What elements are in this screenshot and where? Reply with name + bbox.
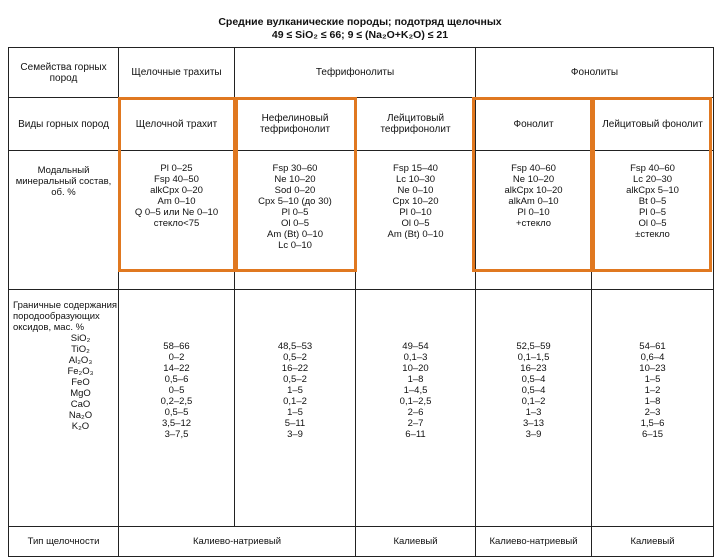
alkali-cell: Калиевый <box>356 527 476 557</box>
cell-line: 2–6 <box>407 407 424 418</box>
cell-line: 5–11 <box>284 418 306 429</box>
cell-line: 0,5–2 <box>283 352 307 363</box>
cell-line: Na₂O <box>68 410 93 421</box>
cell-line: MgO <box>70 388 91 399</box>
cell-line: 6–15 <box>641 429 664 440</box>
cell-line: 1–5 <box>644 374 661 385</box>
cell-line: 3,5–12 <box>161 418 192 429</box>
alkali-cell: Калиевый <box>592 527 714 557</box>
cell-line: 48,5–53 <box>277 341 313 352</box>
cell-line: Ol 0–5 <box>638 218 667 229</box>
cell-line: Bt 0–5 <box>638 196 667 207</box>
cell-line: Pl 0–10 <box>399 207 432 218</box>
cell-line: 52,5–59 <box>516 341 551 352</box>
oxide-values-cell <box>235 290 356 527</box>
families-row <box>9 48 714 98</box>
oxide-names <box>13 333 118 432</box>
cell-line: Pl 0–10 <box>517 207 550 218</box>
species-cell: Лейцитовый тефрифонолит <box>356 98 476 151</box>
cell-line: 0–5 <box>168 385 185 396</box>
oxide-label-cell <box>9 290 119 527</box>
cell-line: 0,6–4 <box>640 352 665 363</box>
cell-line: alkAm 0–10 <box>508 196 559 207</box>
cell-line: Ne 10–20 <box>274 174 316 185</box>
cell-line: 3–9 <box>287 429 303 440</box>
cell-line: 14–22 <box>163 363 190 374</box>
cell-line: 10–20 <box>402 363 429 374</box>
cell-line: 3–13 <box>522 418 545 429</box>
cell-line: 0,5–6 <box>164 374 189 385</box>
title-line-2: 49 ≤ SiO₂ ≤ 66; 9 ≤ (Na₂O+K₂O) ≤ 21 <box>271 29 449 41</box>
cell-line: 1–3 <box>525 407 542 418</box>
cell-line: SiO₂ <box>70 333 91 344</box>
cell-line: Am (Bt) 0–10 <box>387 229 444 240</box>
highlight-frame <box>472 97 593 272</box>
modal-cell <box>356 151 476 290</box>
cell-line: 1–8 <box>407 374 424 385</box>
cell-line: 0,1–2 <box>283 396 307 407</box>
cell-line: Am (Bt) 0–10 <box>267 229 323 240</box>
cell-line: alkCpx 0–20 <box>150 185 203 196</box>
cell-line: 0,5–4 <box>521 374 546 385</box>
cell-line: Ol 0–5 <box>401 218 430 229</box>
cell-line: 0,2–2,5 <box>160 396 193 407</box>
cell-line: Al₂O₃ <box>68 355 93 366</box>
cell-line: 1–5 <box>287 385 303 396</box>
cell-line: 2–3 <box>644 407 661 418</box>
species-cell: Лейцитовый фонолит <box>592 98 714 151</box>
species-cell: Фонолит <box>476 98 592 151</box>
cell-line: 16–23 <box>520 363 547 374</box>
oxide-values-cell <box>592 290 714 527</box>
family-phonolites: Фонолиты <box>476 48 714 98</box>
cell-line: Cpx 10–20 <box>392 196 439 207</box>
alkali-cell: Калиево-натриевый <box>476 527 592 557</box>
cell-line: Ne 10–20 <box>512 174 555 185</box>
highlight-frame <box>118 97 236 272</box>
cell-line: 0,1–3 <box>403 352 428 363</box>
cell-line: Ne 0–10 <box>397 185 434 196</box>
cell-line: Lc 10–30 <box>395 174 436 185</box>
cell-line: ±стекло <box>635 229 670 240</box>
cell-line: 10–23 <box>639 363 666 374</box>
cell-line: Q 0–5 или Ne 0–10 <box>134 207 219 218</box>
oxide-values-cell <box>476 290 592 527</box>
cell-line: Am 0–10 <box>157 196 196 207</box>
cell-line: 1–5 <box>287 407 303 418</box>
highlight-frame <box>235 97 357 272</box>
cell-line: 1–2 <box>644 385 661 396</box>
cell-line: Fsp 30–60 <box>272 163 318 174</box>
cell-line: 0,5–4 <box>521 385 546 396</box>
cell-line: TiO₂ <box>71 344 90 355</box>
cell-line: 1,5–6 <box>640 418 665 429</box>
cell-line: 58–66 <box>163 341 190 352</box>
cell-line: 49–54 <box>402 341 429 352</box>
oxide-values-cell <box>119 290 235 527</box>
cell-line: alkCpx 5–10 <box>626 185 679 196</box>
cell-line: 0,5–2 <box>283 374 307 385</box>
cell-line: Pl 0–5 <box>639 207 666 218</box>
cell-line: K₂O <box>71 421 90 432</box>
families-label: Семейства горных пород <box>9 48 119 98</box>
cell-line: Cpx 5–10 (до 30) <box>258 196 332 207</box>
title-line-1: Средние вулканические породы; подотряд щелочных <box>218 16 502 28</box>
cell-line: 3–9 <box>525 429 542 440</box>
species-cell: Нефелиновый тефрифонолит <box>235 98 356 151</box>
oxide-values-cell <box>356 290 476 527</box>
cell-line: Pl 0–25 <box>160 163 193 174</box>
alkali-label: Тип щелочности <box>9 527 119 557</box>
cell-line: 0,1–1,5 <box>517 352 550 363</box>
cell-line: 54–61 <box>639 341 666 352</box>
cell-line: 0,1–2 <box>521 396 546 407</box>
oxide-row <box>9 290 714 527</box>
modal-label: Модальный минеральный состав, об. % <box>9 151 119 290</box>
cell-line: CaO <box>70 399 91 410</box>
cell-line: Fsp 40–50 <box>154 174 199 185</box>
cell-line: 3–7,5 <box>164 429 189 440</box>
alkali-cell: Калиево-натриевый <box>119 527 356 557</box>
cell-line: 6–11 <box>405 429 426 440</box>
oxide-label: Граничные содержания породообразующих оксидов, мас. % <box>13 300 118 333</box>
cell-line: Fe₂O₃ <box>67 366 94 377</box>
cell-line: FeO <box>71 377 90 388</box>
cell-line: Pl 0–5 <box>281 207 309 218</box>
cell-line: Fsp 40–60 <box>630 163 675 174</box>
cell-line: 0,1–2,5 <box>399 396 432 407</box>
cell-line: стекло<75 <box>153 218 200 229</box>
cell-line: 1–8 <box>644 396 661 407</box>
page-title <box>0 16 720 42</box>
alkali-row <box>9 527 714 557</box>
family-alkaline-trachytes: Щелочные трахиты <box>119 48 235 98</box>
family-tephriphonolites: Тефрифонолиты <box>235 48 476 98</box>
cell-line: Fsp 40–60 <box>511 163 556 174</box>
cell-line: +стекло <box>516 218 552 229</box>
cell-line: alkCpx 10–20 <box>504 185 563 196</box>
highlight-frame <box>592 97 712 272</box>
cell-line: Sod 0–20 <box>274 185 316 196</box>
cell-line: Fsp 15–40 <box>393 163 438 174</box>
cell-line: 16–22 <box>281 363 309 374</box>
cell-line: Lc 20–30 <box>632 174 673 185</box>
species-cell: Щелочной трахит <box>119 98 235 151</box>
cell-line: Lc 0–10 <box>278 240 312 251</box>
species-label: Виды горных пород <box>9 98 119 151</box>
cell-line: 2–7 <box>407 418 424 429</box>
cell-line: 0,5–5 <box>164 407 189 418</box>
cell-line: 0–2 <box>168 352 185 363</box>
cell-line: 1–4,5 <box>403 385 428 396</box>
cell-line: Ol 0–5 <box>281 218 309 229</box>
